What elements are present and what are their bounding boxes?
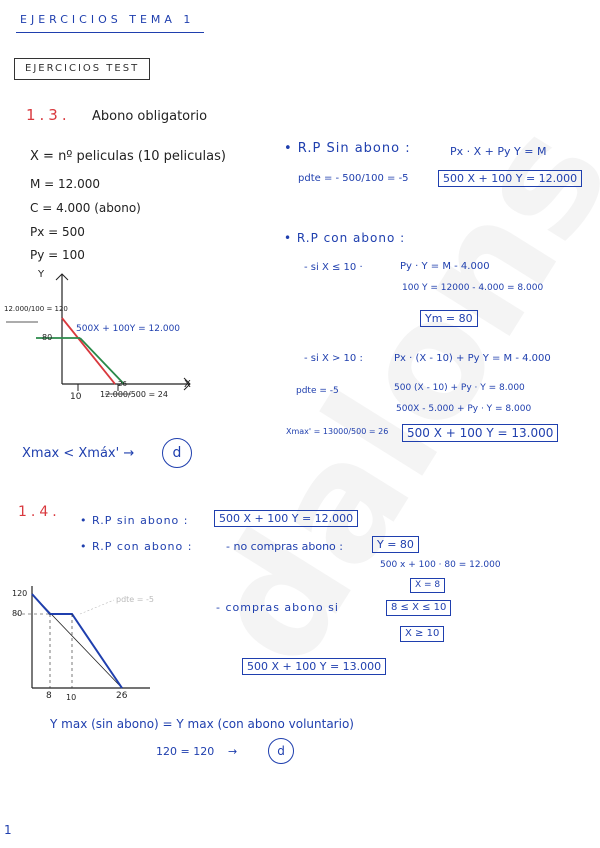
budget-line-con-abono-slope (80, 338, 124, 384)
rp-sin-abono: • R.P Sin abono : (284, 141, 411, 156)
graph-abono-obligatorio (0, 260, 220, 430)
equality: 120 = 120 (156, 745, 215, 758)
graph2-x-26: 26 (116, 691, 128, 701)
graph1-y-label: Y (38, 269, 45, 280)
condition-1-equation-2: 100 Y = 12000 - 4.000 = 8.000 (402, 283, 544, 293)
ymax-statement: Y max (sin abono) = Y max (con abono voluntario) (50, 717, 354, 731)
exercise-number-2: 1.4. (18, 504, 61, 520)
ym-value: Ym = 80 (420, 310, 478, 327)
x-8: X = 8 (410, 578, 445, 593)
graph1-x-label: X (184, 379, 191, 390)
variable-py: Py = 100 (30, 248, 85, 262)
graph1-x-26: 26 (118, 380, 127, 388)
condition-1-equation: Py · Y = M - 4.000 (400, 261, 490, 272)
x-ge-10: X ≥ 10 (400, 626, 444, 642)
xmax-prime: Xmax' = 13000/500 = 26 (286, 427, 389, 436)
equation-sin-abono: 500 X + 100 Y = 12.000 (438, 170, 582, 187)
answer-circle-2: d (268, 738, 294, 764)
variable-m: M = 12.000 (30, 177, 101, 191)
equation-con-abono-2: 500 X + 100 Y = 13.000 (242, 658, 386, 675)
graph2-y-120: 120 (12, 589, 28, 598)
page-number: 1 (4, 823, 12, 837)
graph2-x-10: 10 (66, 693, 77, 702)
equation-sin-abono-2: 500 X + 100 Y = 12.000 (214, 510, 358, 527)
exercise-number: 1.3. (26, 106, 71, 124)
condition-x-le-10: - si X ≤ 10 · (304, 262, 363, 273)
graph1-line-label: 500X + 100Y = 12.000 (76, 324, 181, 334)
slope-1: pdte = - 500/100 = -5 (298, 173, 409, 184)
variable-px: Px = 500 (30, 225, 85, 239)
condition-2-equation-2: 500 (X - 10) + Py · Y = 8.000 (394, 383, 525, 393)
graph2-x-8: 8 (46, 691, 52, 701)
rp-sin-abono-2: • R.P sin abono : (80, 514, 189, 527)
answer-circle: d (162, 438, 192, 468)
compras-abono: - compras abono si (216, 601, 339, 614)
equation-con-abono: 500 X + 100 Y = 13.000 (402, 424, 558, 442)
rp-sin-equation: Px · X + Py Y = M (450, 145, 547, 158)
condition-x-gt-10: - si X > 10 : (304, 353, 363, 364)
variable-c: C = 4.000 (abono) (30, 201, 141, 215)
graph2-y-80: 80 (12, 609, 23, 618)
graph1-x-24: 12.000/500 = 24 (100, 390, 168, 399)
no-compras-abono: - no compras abono : (226, 540, 343, 553)
pdte-pointer (80, 600, 114, 614)
rp-con-abono: • R.P con abono : (284, 231, 406, 245)
graph2-pdte: pdte = -5 (116, 595, 154, 604)
rp-con-abono-2: • R.P con abono : (80, 540, 193, 553)
graph1-x-10: 10 (70, 392, 82, 402)
condition-2-equation-3: 500X - 5.000 + Py · Y = 8.000 (396, 404, 532, 414)
graph1-y-80: 80 (42, 333, 53, 342)
section-box: EJERCICIOS TEST (14, 58, 150, 80)
condition-2-equation: Px · (X - 10) + Py Y = M - 4.000 (394, 353, 551, 364)
variable-x: X = nº peliculas (10 peliculas) (30, 149, 226, 164)
range-8-10: 8 ≤ X ≤ 10 (386, 600, 451, 616)
graph-abono-voluntario (0, 580, 200, 700)
graph1-y-top: 12.000/100 = 120 (4, 305, 68, 313)
exercise-title: Abono obligatorio (92, 109, 208, 124)
calc-x: 500 x + 100 · 80 = 12.000 (380, 560, 501, 570)
arrow-icon: → (228, 745, 238, 758)
slope-2: pdte = -5 (296, 386, 339, 396)
title-underline (16, 32, 204, 33)
page-title: EJERCICIOS TEMA 1 (20, 13, 195, 26)
y-80: Y = 80 (372, 536, 419, 553)
result-statement: Xmax < Xmáx' → (22, 446, 135, 461)
